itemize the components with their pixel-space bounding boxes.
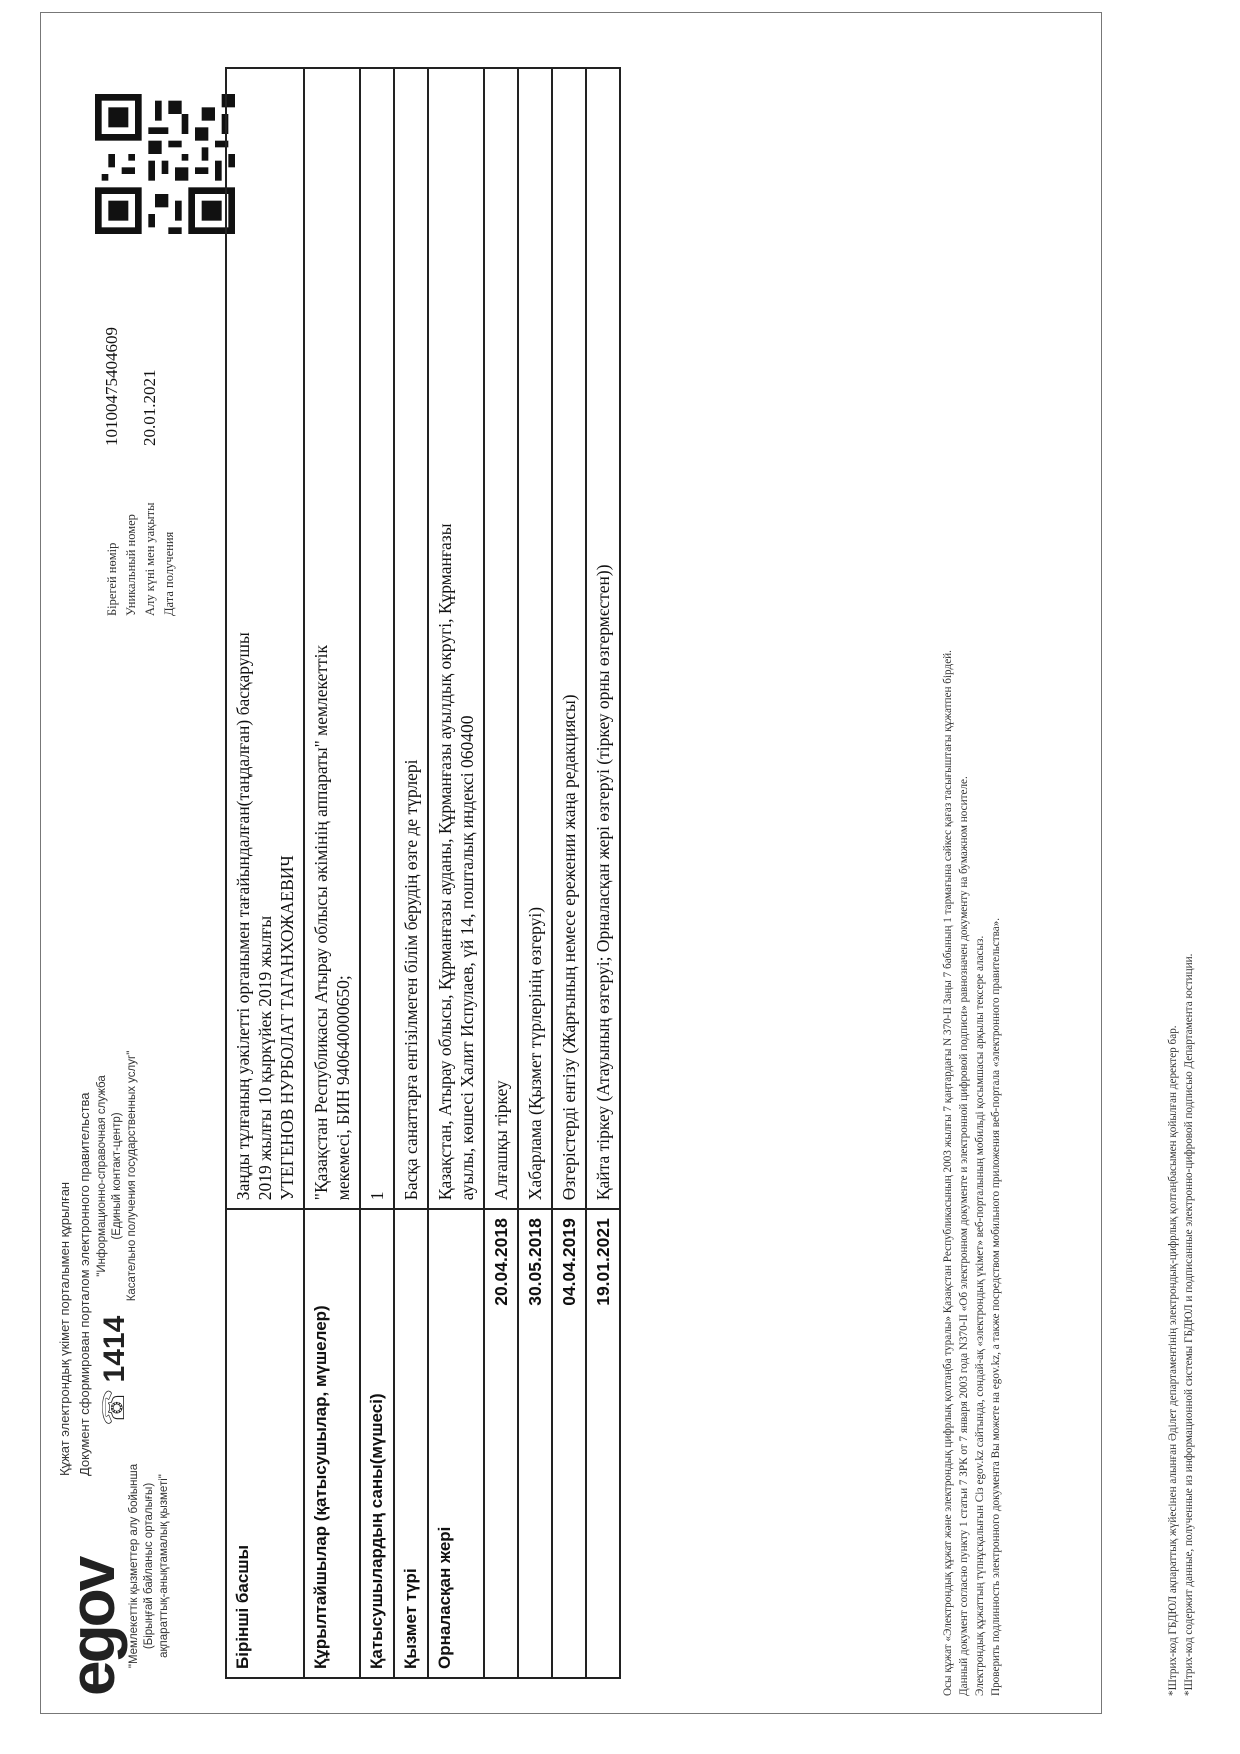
document-header: egov "Мемлекеттік қызметтер алу бойынша (Бірыңғай байланыс орталығы) ақпараттық-анықтамалық қызметі" Құжат электрондық үкімет порталымен құрылған Документ сформирован порталом электронного правительства ☏1414 "Информационно-справочная служба (Единый контакт-центр) Касательно получения государственных услуг" Бірегей нөмір 10100475404609 Уникальный номер Алу күні мен уақыты 20.01.2021 Дата получения [56,327,176,1696]
header-line-kz: Құжат электрондық үкімет порталымен құрылған [57,1181,72,1476]
history-date: 20.04.2018 [484,1209,518,1678]
row-value: "Қазақстан Республикасы Атырау облысы әкімінің аппараты" мемлекеттік мекемесі, БИН 940640000650; [304,68,360,1209]
history-text: Қайта тіркеу (Атауының өзгеруі; Орналасқан жері өзгеруі (тіркеу орны өзгермєстен)) [586,68,620,1209]
legal-footer: Осы құжат «Электрондық құжат және электрондық цифрлық қолтаңба туралы» Қазақстан Республикасының 2003 жылғы 7 қаңтардағы N 370-II Заңы 7 бабының 1 тармағына сәйкес қағаз тасығыштағы құжатпен бірдей. Данный документ согласно пункту 1 статьи 7 ЗРК от 7 января 2003 года N370-II «Об электронном документе и электронной цифровой подписи» равнозначен документу на бумажном носителе. Электрондық құжаттың түпнұсқалығын Сіз egov.kz сайтында, сондай-ақ «электрондық үкімет» веб-порталының мобильді қосымшасы арқылы тексере аласыз. Проверить подлинность электронного документа Вы можете на egov.kz, а также посредством мобильного приложения веб-портала «электронного правительства». [942,650,1002,1696]
history-row [484,68,518,1678]
row-value: 1 [360,68,394,1209]
history-text: Хабарлама (Қызмет түрлерінің өзгеруі) [518,68,552,1209]
row-label: Бірінші басшы [226,1209,304,1678]
history-text: Алғашқы тіркеу [484,68,518,1209]
registration-table [225,67,621,1679]
phone-icon: ☏ [98,1388,131,1426]
table-row [428,68,484,1678]
history-row [552,68,586,1678]
contact-center-badge: ☏1414 [98,1315,131,1426]
mid-service-lines: "Информационно-справочная служба (Единый контакт-центр) Касательно получения государственных услуг" [96,1050,138,1302]
history-row [586,68,620,1678]
row-label: Қатысушылардың саны(мүшесі) [360,1209,394,1678]
history-date: 19.01.2021 [586,1209,620,1678]
row-label: Орналасқан жері [428,1209,484,1678]
history-row [518,68,552,1678]
left-service-lines: "Мемлекеттік қызметтер алу бойынша (Бірыңғай байланыс орталығы) ақпараттық-анықтамалық қызметі" [128,1463,170,1669]
barcode-footnotes: *Штрих-код ГБДЮЛ ақпараттық жүйесінен алынған Әділет департаментінің электрондық-цифрлық қолтаңбасымен қойылған деректер бар. *Штрих-код содержит данные, полученные из информационной системы ГБДЮЛ и подписанные электронно-цифровой подписью Департамента юстиции. [1167,953,1195,1696]
row-value: Қазақстан, Атырау облысы, Құрманғазы ауданы, Құрманғазы ауылдық округі, Құрманғазы ауылы, көшесі Халит Испулаев, үй 14, пошталық индексі 060400 [428,68,484,1209]
qr-code-icon [95,94,235,234]
row-label: Қызмет түрі [394,1209,428,1678]
table-row [304,68,360,1678]
row-value: Басқа санаттарға енгізілмеген білім берудің өзге де түрлері [394,68,428,1209]
egov-logo: egov [56,1558,128,1696]
table-row [394,68,428,1678]
history-text: Өзгерістерді енгізу (Жарғының немесе ережении жаңа редакциясы) [552,68,586,1209]
table-row [226,68,304,1678]
history-date: 04.04.2019 [552,1209,586,1678]
header-line-ru: Документ сформирован порталом электронного правительства [77,1092,92,1476]
history-date: 30.05.2018 [518,1209,552,1678]
row-label: Құрылтайшылар (қатысушылар, мүшелер) [304,1209,360,1678]
table-row [360,68,394,1678]
row-value: Заңды тұлғаның уәкілетті органымен тағайындалған(таңдалған) басқарушы 2019 жылғы 10 қыркүйек 2019 жылғы УТЕГЕНОВ НУРБОЛАТ ТАГАНХОЖАЕВИЧ [226,68,304,1209]
